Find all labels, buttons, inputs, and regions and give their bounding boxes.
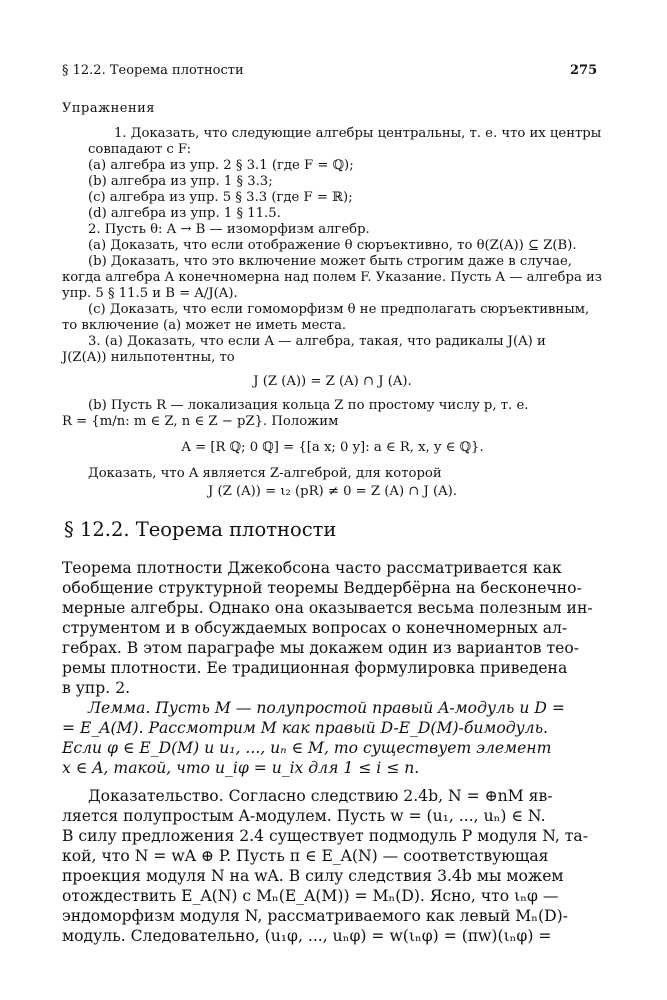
- lemma-line: = E_A(M). Рассмотрим M как правый D-E_D(M)-бимодуль.: [62, 719, 549, 737]
- paragraph-line: струментом и в обсуждаемых вопросах о конечномерных ал-: [62, 619, 568, 637]
- lemma-line: Лемма. Пусть M — полупростой правый A-модуль и D =: [88, 699, 565, 717]
- matrix-formula: A = [R ℚ; 0 ℚ] = {[a x; 0 y]: a ∈ R, x, y ∈ ℚ}.: [181, 440, 484, 455]
- exercise-line: совпадают с F:: [88, 142, 192, 157]
- proof-line: В силу предложения 2.4 существует подмодуль P модуля N, та-: [62, 827, 588, 845]
- proof-line: эндоморфизм модуля N, рассматриваемого как левый Mₙ(D)-: [62, 907, 568, 925]
- exercise-line: Доказать, что A является Z-алгеброй, для которой: [88, 466, 442, 481]
- exercise-line: J(Z(A)) нильпотентны, то: [62, 350, 235, 365]
- exercise-line: (a) Доказать, что если отображение θ сюръективно, то θ(Z(A)) ⊆ Z(B).: [88, 238, 577, 253]
- exercise-line: (b) Доказать, что это включение может быть строгим даже в случае,: [88, 254, 572, 269]
- paragraph-line: в упр. 2.: [62, 679, 131, 697]
- exercise-line: (b) алгебра из упр. 1 § 3.3;: [88, 174, 273, 189]
- proof-line: проекция модуля N на wA. В силу следствия 3.4b мы можем: [62, 867, 564, 885]
- exercise-line: (c) алгебра из упр. 5 § 3.3 (где F = ℝ);: [88, 190, 353, 205]
- exercise-line: 3. (a) Доказать, что если A — алгебра, такая, что радикалы J(A) и: [88, 334, 546, 349]
- proof-line: модуль. Следовательно, (u₁φ, ..., uₙφ) = w(ιₙφ) = (πw)(ιₙφ) =: [62, 927, 552, 945]
- exercise-line: когда алгебра A конечномерна над полем F. Указание. Пусть A — алгебра из: [62, 270, 602, 285]
- page-number: 275: [570, 63, 598, 78]
- exercise-line: (d) алгебра из упр. 1 § 11.5.: [88, 206, 281, 221]
- proof-line: отождествить E_A(N) с Mₙ(E_A(M)) = Mₙ(D). Ясно, что ιₙφ —: [62, 887, 559, 905]
- proof-line: кой, что N = wA ⊕ P. Пусть π ∈ E_A(N) — соответствующая: [62, 847, 549, 865]
- running-title: § 12.2. Теорема плотности: [62, 63, 244, 78]
- formula: J (Z (A)) = ι₂ (pR) ≠ 0 = Z (A) ∩ J (A).: [207, 484, 458, 499]
- exercise-line: (c) Доказать, что если гомоморфизм θ не предполагать сюръективным,: [88, 302, 590, 317]
- paragraph-line: ремы плотности. Ее традиционная формулировка приведена: [62, 659, 568, 677]
- exercise-line: упр. 5 § 11.5 и B = A/J(A).: [62, 286, 238, 301]
- lemma-line: Если φ ∈ E_D(M) и u₁, ..., uₙ ∈ M, то существует элемент: [62, 739, 552, 757]
- exercise-line: 2. Пусть θ: A → B — изоморфизм алгебр.: [88, 222, 370, 237]
- exercise-line: R = {m/n: m ∈ Z, n ∈ Z − pZ}. Положим: [62, 414, 339, 429]
- formula: J (Z (A)) = Z (A) ∩ J (A).: [253, 374, 412, 389]
- exercise-line: (b) Пусть R — локализация кольца Z по простому числу p, т. е.: [88, 398, 529, 413]
- paragraph-line: гебрах. В этом параграфе мы докажем один из вариантов тео-: [62, 639, 580, 657]
- exercise-line: 1. Доказать, что следующие алгебры центральны, т. е. что их центры: [114, 126, 602, 141]
- paragraph-line: мерные алгебры. Однако она оказывается весьма полезным ин-: [62, 599, 593, 617]
- proof-line: Доказательство. Согласно следствию 2.4b, N = ⊕nM яв-: [88, 787, 553, 805]
- exercises-title: Упражнения: [62, 101, 155, 116]
- section-heading: § 12.2. Теорема плотности: [64, 518, 337, 541]
- exercise-line: (a) алгебра из упр. 2 § 3.1 (где F = ℚ);: [88, 158, 354, 173]
- exercise-line: то включение (a) может не иметь места.: [62, 318, 347, 333]
- lemma-line: x ∈ A, такой, что u_iφ = u_ix для 1 ≤ i ≤ n.: [62, 759, 420, 777]
- paragraph-line: Теорема плотности Джекобсона часто рассматривается как: [62, 559, 562, 577]
- paragraph-line: обобщение структурной теоремы Веддербёрна на бесконечно-: [62, 579, 582, 597]
- proof-line: ляется полупростым A-модулем. Пусть w = (u₁, ..., uₙ) ∈ N.: [62, 807, 546, 825]
